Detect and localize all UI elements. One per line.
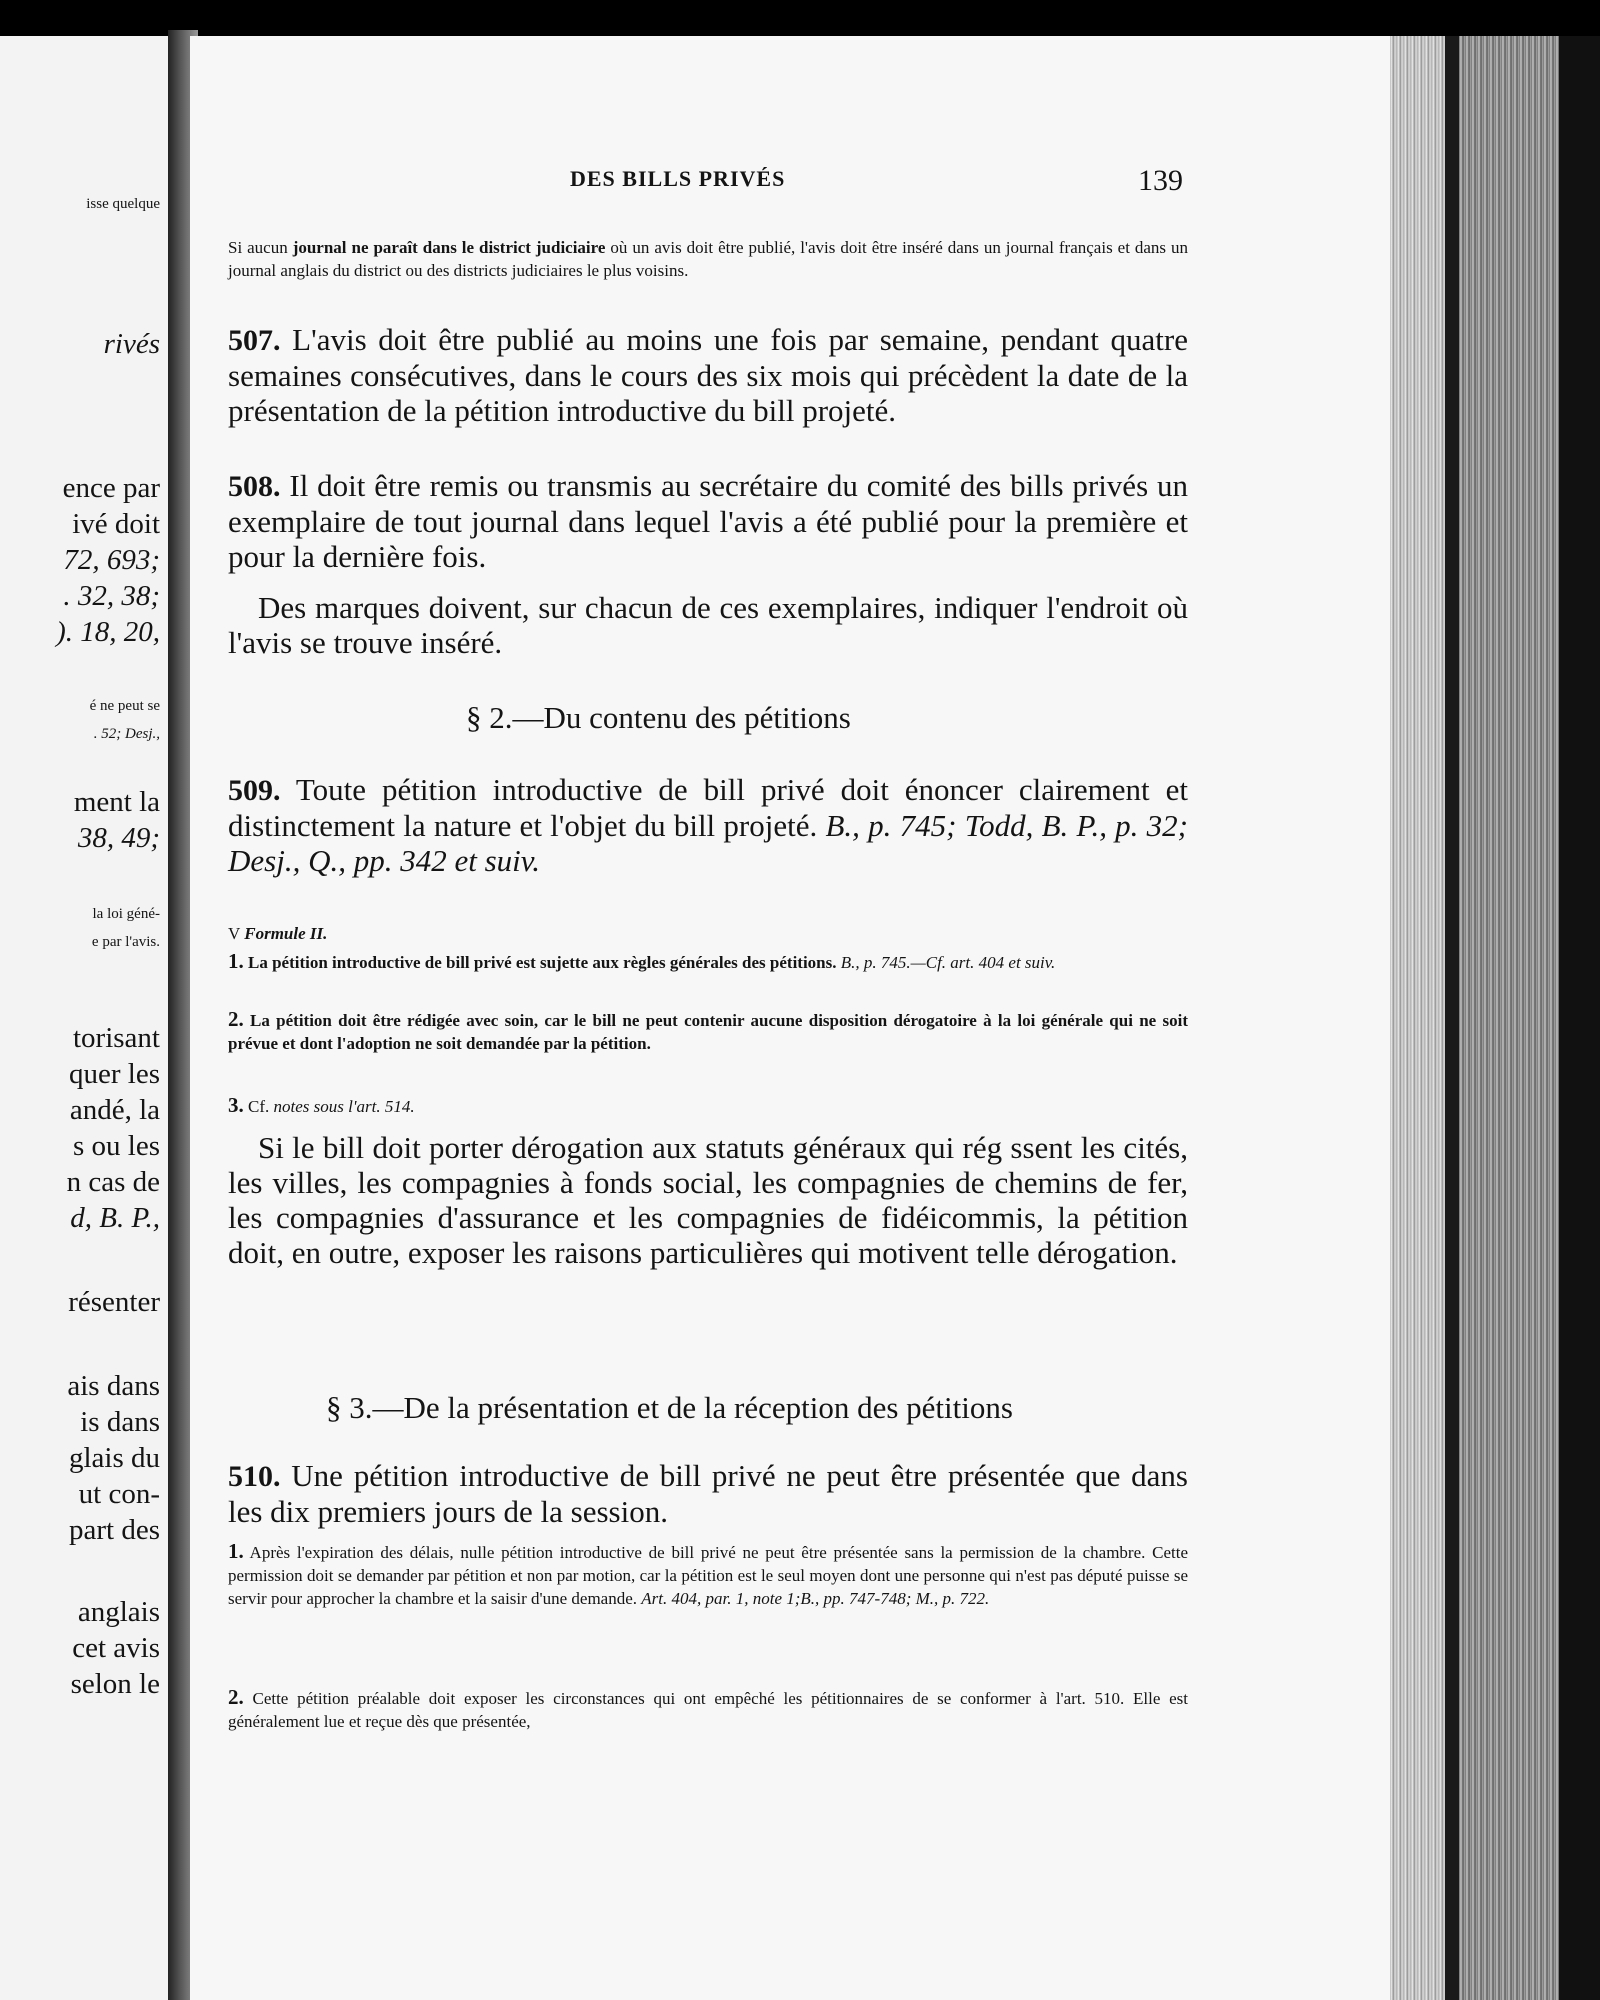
left-page-line: cet avis — [72, 1632, 160, 1664]
left-page-line: isse quelque — [86, 196, 160, 212]
left-page-line: quer les — [69, 1058, 160, 1090]
left-page-line: glais du — [68, 1442, 160, 1474]
left-page-line: la loi géné- — [92, 906, 160, 922]
page-number: 139 — [1138, 164, 1183, 197]
left-page-line: . 32, 38; — [63, 580, 160, 612]
article-509: 509. Toute pétition introductive de bill privé doit énoncer clairement et distinctement la nature et l'objet du bill projeté. B., p. 745; Todd, B. P., p. 32; Desj., Q., pp. 342 et suiv. — [228, 772, 1188, 878]
page-edges — [1390, 36, 1600, 2000]
article-509-paragraph: Si le bill doit porter dérogation aux statuts généraux qui rég ssent les cités, les villes, les compagnies à fonds social, les compagnies de chemins de fer, les compagnies d'assurance et les compagnies de fidéicommis, la pétition doit, en outre, exposer les raisons particulières qui motivent telle dérogation. — [228, 1130, 1188, 1270]
article-509-note-1: 1. La pétition introductive de bill privé est sujette aux règles générales des pétitions. B., p. 745.—Cf. art. 404 et suiv. — [228, 949, 1056, 973]
left-page-line: s ou les — [73, 1130, 160, 1162]
left-page-line: ais dans — [67, 1370, 160, 1402]
article-number: 509. — [228, 774, 281, 807]
section-heading-3: § 3.—De la présentation et de la réception des pétitions — [326, 1390, 1013, 1425]
article-510-note-1: 1. Après l'expiration des délais, nulle pétition introductive de bill privé ne peut être présentée sans la permission de la chambre. Cette permission doit se demander par pétition et non par motion, car la pétition est le seul moyen dont une personne qui n'est pas député puisse se servir pour approcher la chambre et la saisir d'une demande. Art. 404, par. 1, note 1;B., pp. 747-748; M., p. 722. — [228, 1539, 1188, 1608]
left-page-line: ivé doit — [72, 508, 160, 540]
left-page-line: part des — [69, 1514, 160, 1546]
left-page-line: 38, 49; — [77, 822, 160, 854]
left-page-line: ment la — [73, 786, 160, 818]
left-page-line: rivés — [103, 328, 160, 360]
scan-top-border — [0, 0, 1600, 40]
section-heading-2: § 2.—Du contenu des pétitions — [466, 700, 851, 735]
left-page-line: is dans — [80, 1406, 160, 1438]
article-508-paragraph: Des marques doivent, sur chacun de ces exemplaires, indiquer l'endroit où l'avis se trouve inséré. — [228, 590, 1188, 660]
article-number: 510. — [228, 1460, 281, 1493]
left-page-line: andé, la — [69, 1094, 160, 1126]
left-page-line: é ne peut se — [89, 698, 160, 714]
running-header: DES BILLS PRIVÉS — [570, 166, 786, 191]
left-page-fragment — [0, 36, 168, 2000]
left-page-line: . 52; Desj., — [93, 726, 160, 742]
article-510: 510. Une pétition introductive de bill privé ne peut être présentée que dans les dix premiers jours de la session. — [228, 1458, 1188, 1529]
left-page-line: anglais — [77, 1596, 160, 1628]
left-page-line: d, B. P., — [70, 1202, 160, 1234]
left-page-line: résenter — [68, 1286, 160, 1318]
left-page-line: selon le — [70, 1668, 160, 1700]
article-509-note-2: 2. La pétition doit être rédigée avec soin, car le bill ne peut contenir aucune disposition dérogatoire à la loi générale qui ne soit prévue et dont l'adoption ne soit demandée par la pétition. — [228, 1007, 1188, 1053]
left-page-line: 72, 693; — [63, 544, 160, 576]
left-page-line: ). 18, 20, — [56, 616, 160, 648]
left-page-line: ence par — [62, 472, 160, 504]
article-number: 507. — [228, 324, 281, 357]
note-top: Si aucun journal ne paraît dans le district judiciaire où un avis doit être publié, l'avis doit être inséré dans un journal français et dans un journal anglais du district ou des districts judiciaires le plus voisins. — [228, 238, 1188, 280]
article-507: 507. L'avis doit être publié au moins une fois par semaine, pendant quatre semaines consécutives, dans le cours des six mois qui précèdent la date de la présentation de la pétition introductive du bill projeté. — [228, 322, 1188, 428]
left-page-line: n cas de — [66, 1166, 160, 1198]
article-508: 508. Il doit être remis ou transmis au secrétaire du comité des bills privés un exemplaire de tout journal dans lequel l'avis a été publié pour la première et pour la dernière fois. — [228, 468, 1188, 574]
article-509-note-3: 3. Cf. notes sous l'art. 514. — [228, 1093, 415, 1117]
left-page-line: ut con- — [78, 1478, 160, 1510]
formula-reference: V Formule II. — [228, 924, 328, 943]
left-page-line: e par l'avis. — [91, 934, 160, 950]
article-510-note-2: 2. Cette pétition préalable doit exposer les circonstances qui ont empêché les pétitionnaires de se conformer à l'art. 510. Elle est généralement lue et reçue dès que présentée, — [228, 1685, 1188, 1731]
article-number: 508. — [228, 470, 281, 503]
left-page-line: torisant — [73, 1022, 160, 1054]
